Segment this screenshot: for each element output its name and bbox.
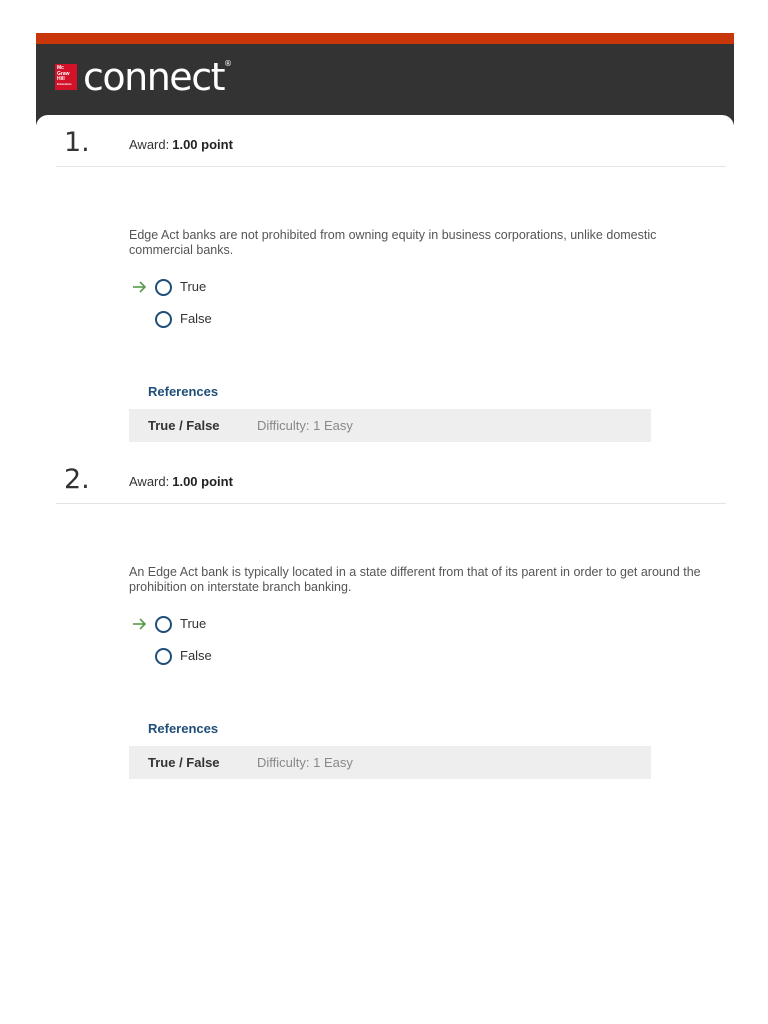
product-name: connect bbox=[83, 55, 224, 99]
answer-option-false[interactable] bbox=[129, 309, 329, 329]
registered-mark: ® bbox=[223, 59, 232, 68]
difficulty-label: Difficulty: 1 Easy bbox=[257, 755, 353, 770]
option-label: False bbox=[180, 648, 212, 663]
connect-logo bbox=[55, 57, 232, 97]
award-label: Award: bbox=[129, 474, 170, 489]
references-link[interactable]: References bbox=[148, 384, 219, 399]
references-bar bbox=[129, 409, 651, 442]
award-points: 1.00 point bbox=[172, 474, 233, 489]
logo-line: Mc bbox=[57, 65, 64, 72]
references-link[interactable]: References bbox=[148, 721, 219, 736]
arrow-right-icon bbox=[132, 279, 148, 295]
divider bbox=[56, 166, 726, 167]
question-text: Edge Act banks are not prohibited from owning equity in business corporations, unlike domestic commercial banks. bbox=[129, 228, 657, 257]
mcgraw-hill-logo bbox=[55, 64, 77, 90]
award-label: Award: bbox=[129, 137, 170, 152]
radio-button[interactable] bbox=[155, 279, 172, 296]
award-points: 1.00 point bbox=[172, 137, 233, 152]
answer-option-true[interactable] bbox=[129, 614, 329, 634]
radio-button[interactable] bbox=[155, 648, 172, 665]
divider bbox=[56, 503, 726, 504]
option-label: False bbox=[180, 311, 212, 326]
logo-line: Education bbox=[57, 82, 72, 87]
arrow-right-icon bbox=[132, 616, 148, 632]
question-number: 1. bbox=[64, 127, 90, 158]
option-label: True bbox=[180, 616, 207, 631]
question-block bbox=[36, 452, 734, 782]
answer-option-false[interactable] bbox=[129, 646, 329, 666]
header-accent-bar bbox=[36, 33, 734, 44]
logo-line: Hill bbox=[57, 76, 65, 82]
radio-button[interactable] bbox=[155, 616, 172, 633]
question-text: An Edge Act bank is typically located in a state different from that of its parent in order to get around the prohibition on interstate branch banking. bbox=[129, 565, 701, 594]
question-number: 2. bbox=[64, 464, 90, 495]
references-bar bbox=[129, 746, 651, 779]
product-wordmark bbox=[83, 57, 232, 97]
question-block bbox=[36, 115, 734, 445]
assignment-content bbox=[36, 115, 734, 815]
award-line bbox=[129, 137, 233, 152]
option-label: True bbox=[180, 279, 207, 294]
logo-line: Graw bbox=[57, 70, 70, 77]
reference-type: True / False bbox=[148, 418, 220, 433]
answer-option-true[interactable] bbox=[129, 277, 329, 297]
difficulty-label: Difficulty: 1 Easy bbox=[257, 418, 353, 433]
radio-button[interactable] bbox=[155, 311, 172, 328]
reference-type: True / False bbox=[148, 755, 220, 770]
award-line bbox=[129, 474, 233, 489]
app-header bbox=[36, 33, 734, 125]
